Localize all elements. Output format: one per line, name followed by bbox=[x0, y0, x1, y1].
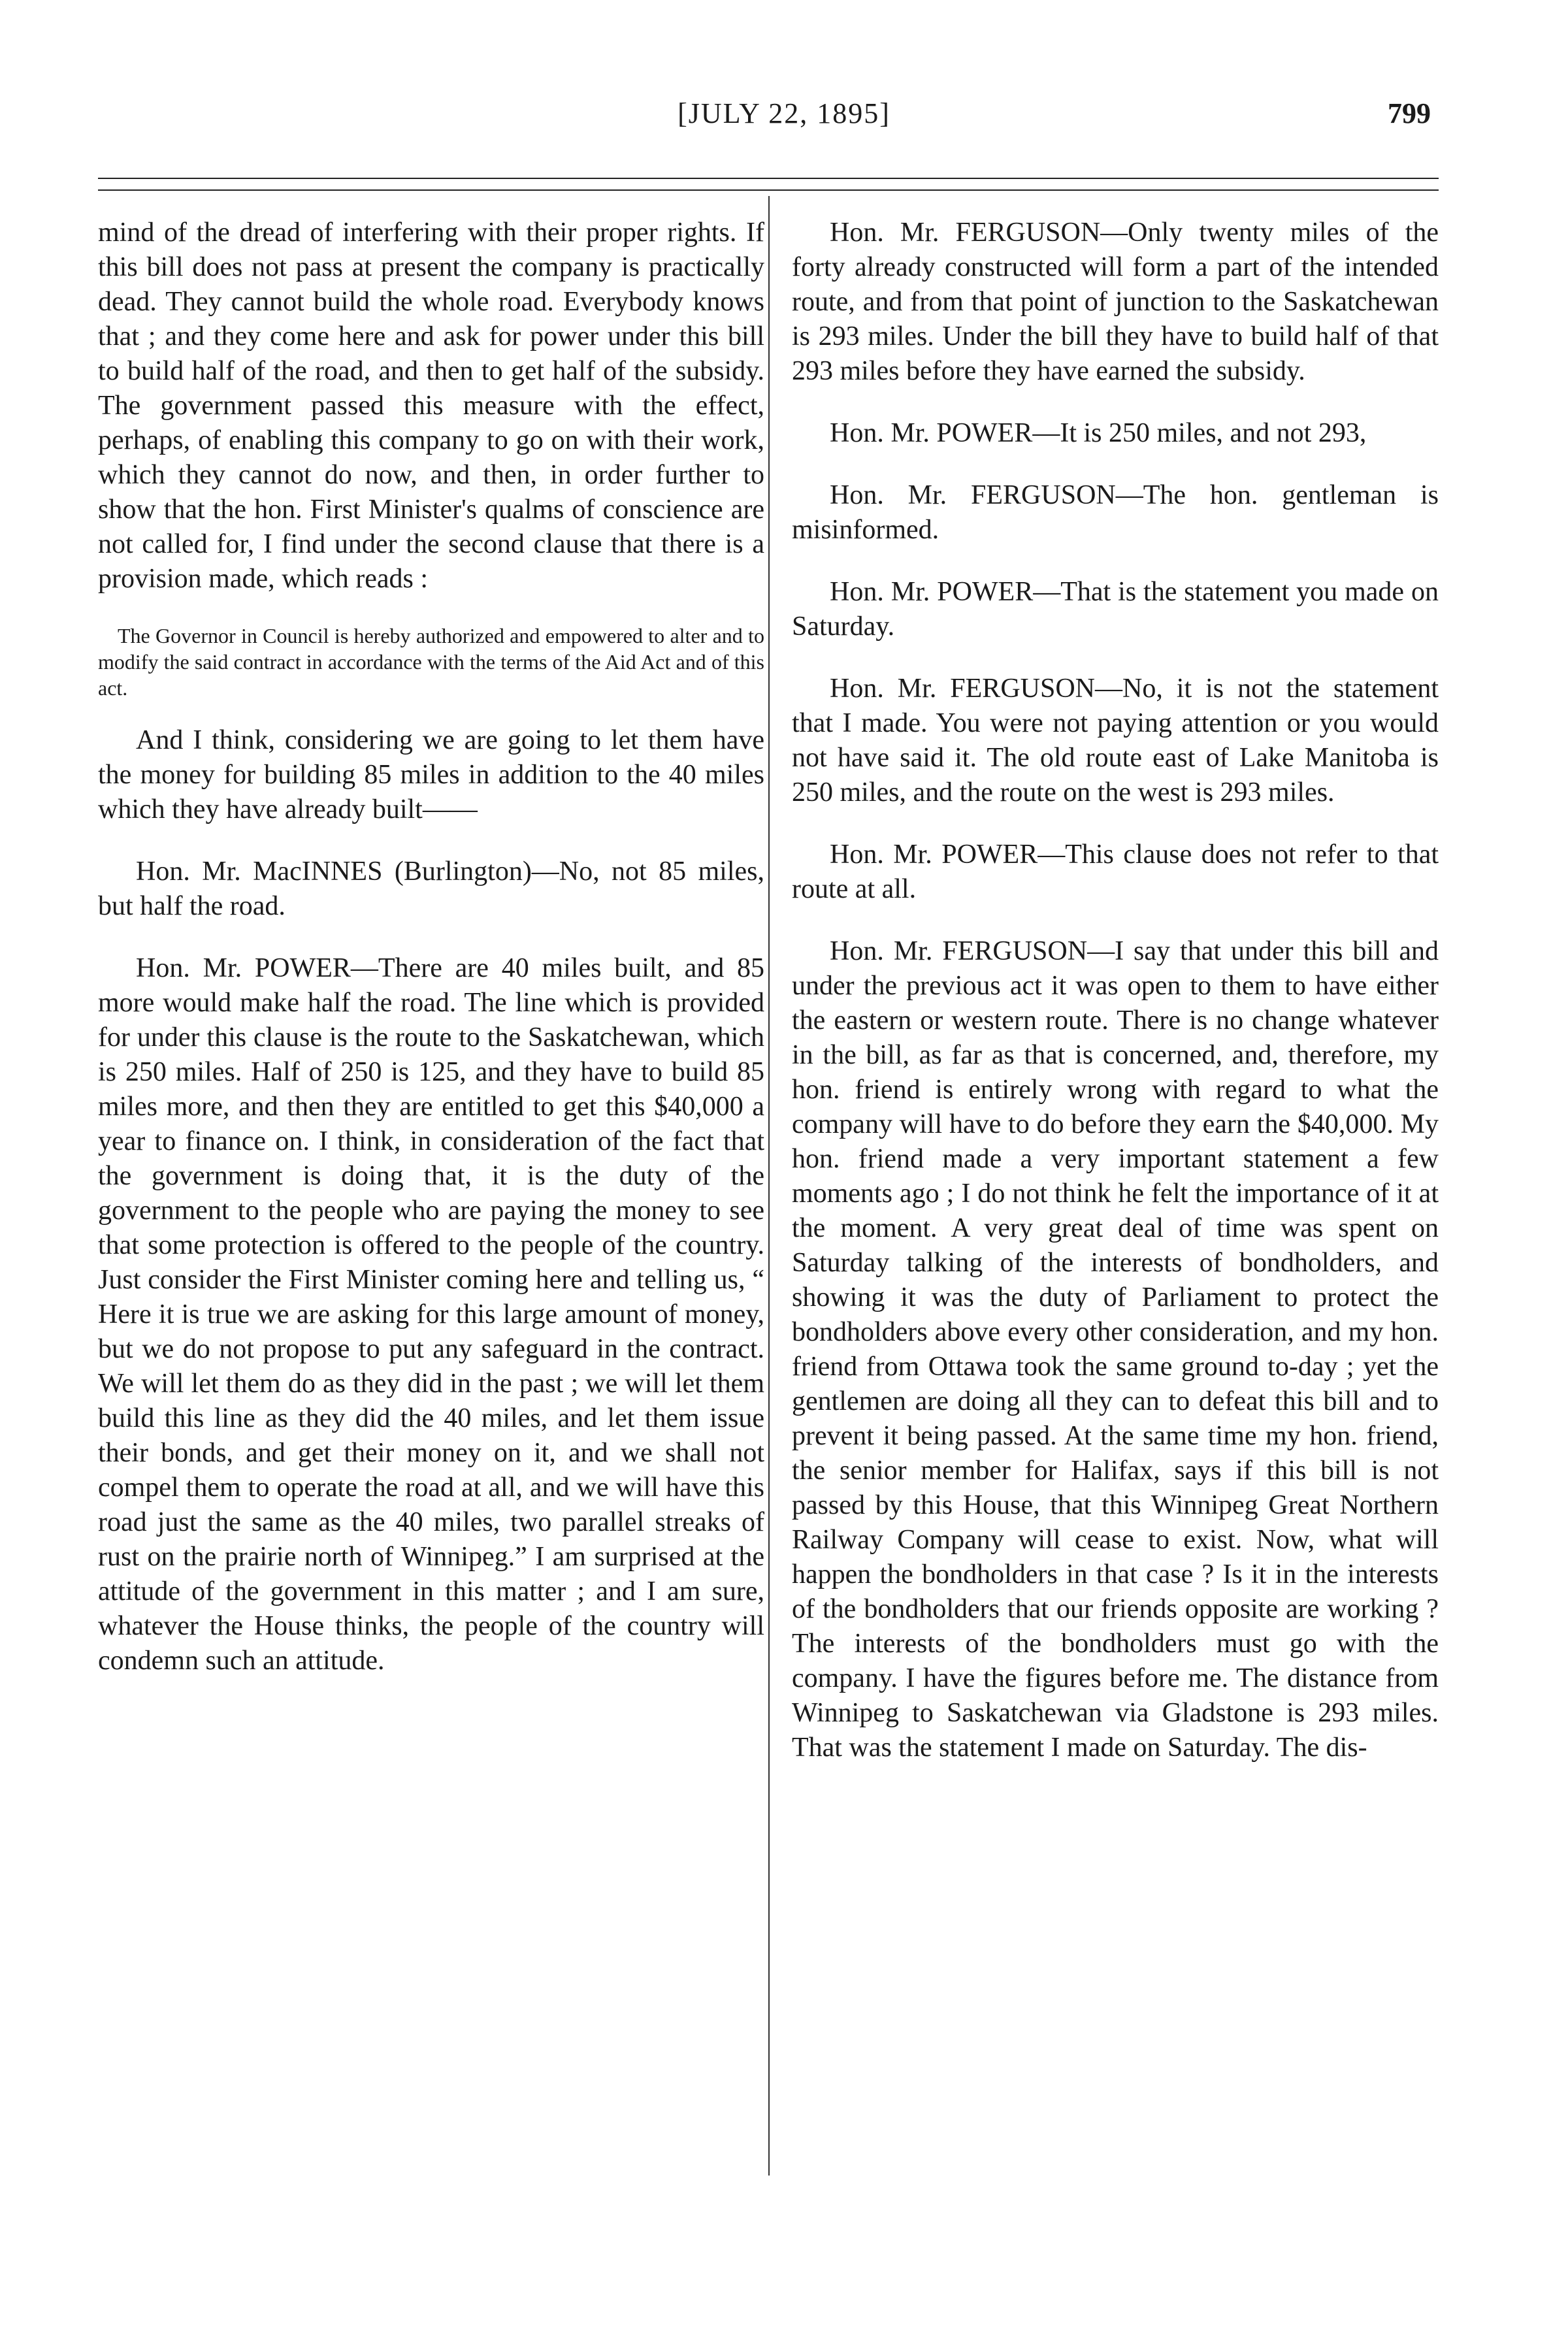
paragraph: mind of the dread of interfering with their proper rights. If this bill does not pass at present the company is practically dead. They cannot build the whole road. Everybody knows that ; and they come here and ask for power under this bill to build half of the road, and then to get half of the subsidy. The government passed this measure with the effect, perhaps, of enabling this company to go on with their work, which they cannot do now, and then, in order further to show that the hon. First Minister's qualms of conscience are not called for, I find under the second clause that there is a provision made, which reads : bbox=[98, 218, 764, 594]
speech-ferguson: Hon. Mr. FERGUSON—The hon. gentleman is misinformed. bbox=[792, 480, 1439, 545]
paragraph: And I think, considering we are going to let them have the money for building 85 miles in addition to the 40 miles which they have already built—— bbox=[98, 725, 764, 824]
speech-power: Hon. Mr. POWER—It is 250 miles, and not 293, bbox=[830, 418, 1367, 448]
speech-ferguson: Hon. Mr. FERGUSON—I say that under this bill and under the previous act it was open to them to have either the eastern or western route. There is no change whatever in the bill, as far as that is concerned, and, therefore, my hon. friend is entirely wrong with regard to what the company will have to do before they earn the $40,000. My hon. friend made a very important statement a few moments ago ; I do not think he felt the importance of it at the moment. A very great deal of time was spent on Saturday talking of the interests of bondholders, and showing it was the duty of Parliament to protect the bondholders above every other consideration, and my hon. friend from Ottawa took the same ground to-day ; yet the gentlemen are doing all they can to defeat this bill and to prevent it being passed. At the same time my hon. friend, the senior member for Halifax, says if this bill is not passed by this House, that this Winnipeg Great Northern Railway Company will cease to exist. Now, what will happen the bondholders in that case ? Is it in the interests of the bondholders that our friends opposite are working ? The interests of the bondholders must go with the company. I have the figures before me. The distance from Winnipeg to Saskatchewan via Gladstone is 293 miles. That was the statement I made on Saturday. The dis- bbox=[792, 936, 1439, 1763]
header-rule-top bbox=[98, 178, 1439, 179]
speech-power: Hon. Mr. POWER—That is the statement you made on Saturday. bbox=[792, 577, 1439, 642]
page-number: 799 bbox=[1388, 97, 1431, 129]
speech-ferguson: Hon. Mr. FERGUSON—No, it is not the statement that I made. You were not paying attention or you would not have said it. The old route east of Lake Manitoba is 250 miles, and the route on the west is 293 miles. bbox=[792, 674, 1439, 807]
quoted-clause: The Governor in Council is hereby authorized and empowered to alter and to modify the said contract in accordance with the terms of the Aid Act and of this act. bbox=[98, 624, 764, 700]
header-rule-bottom bbox=[98, 189, 1439, 191]
right-column bbox=[792, 216, 1439, 1765]
speech-ferguson: Hon. Mr. FERGUSON—Only twenty miles of the forty already constructed will form a part of the intended route, and from that point of junction to the Saskatchewan is 293 miles. Under the bill they have to build half of that 293 miles before they have earned the subsidy. bbox=[792, 218, 1439, 386]
column-divider bbox=[768, 196, 770, 2176]
speech-power: Hon. Mr. POWER—This clause does not refer to that route at all. bbox=[792, 840, 1439, 904]
speech-power: Hon. Mr. POWER—There are 40 miles built, and 85 more would make half the road. The line which is provided for under this clause is the route to the Saskatchewan, which is 250 miles. Half of 250 is 125, and they have to build 85 miles more, and then they are entitled to get this $40,000 a year to finance on. I think, in consideration of the fact that the government is doing that, it is the duty of the government to the people who are paying the money to see that some protection is offered to the people of the country. Just consider the First Minister coming here and telling us, “ Here it is true we are asking for this large amount of money, but we do not propose to put any safeguard in the contract. We will let them do as they did in the past ; we will let them build this line as they did the 40 miles, and let them issue their bonds, and get their money on it, and we shall not compel them to operate the road at all, and we will have this road just the same as the 40 miles, two parallel streaks of rust on the prairie north of Winnipeg.” I am surprised at the attitude of the government in this matter ; and I am sure, whatever the House thinks, the people of the country will condemn such an attitude. bbox=[98, 953, 764, 1676]
page-header-date: [JULY 22, 1895] bbox=[678, 97, 890, 129]
left-column bbox=[98, 216, 764, 1678]
speech-macinnes: Hon. Mr. MacINNES (Burlington)—No, not 85 miles, but half the road. bbox=[98, 856, 764, 921]
